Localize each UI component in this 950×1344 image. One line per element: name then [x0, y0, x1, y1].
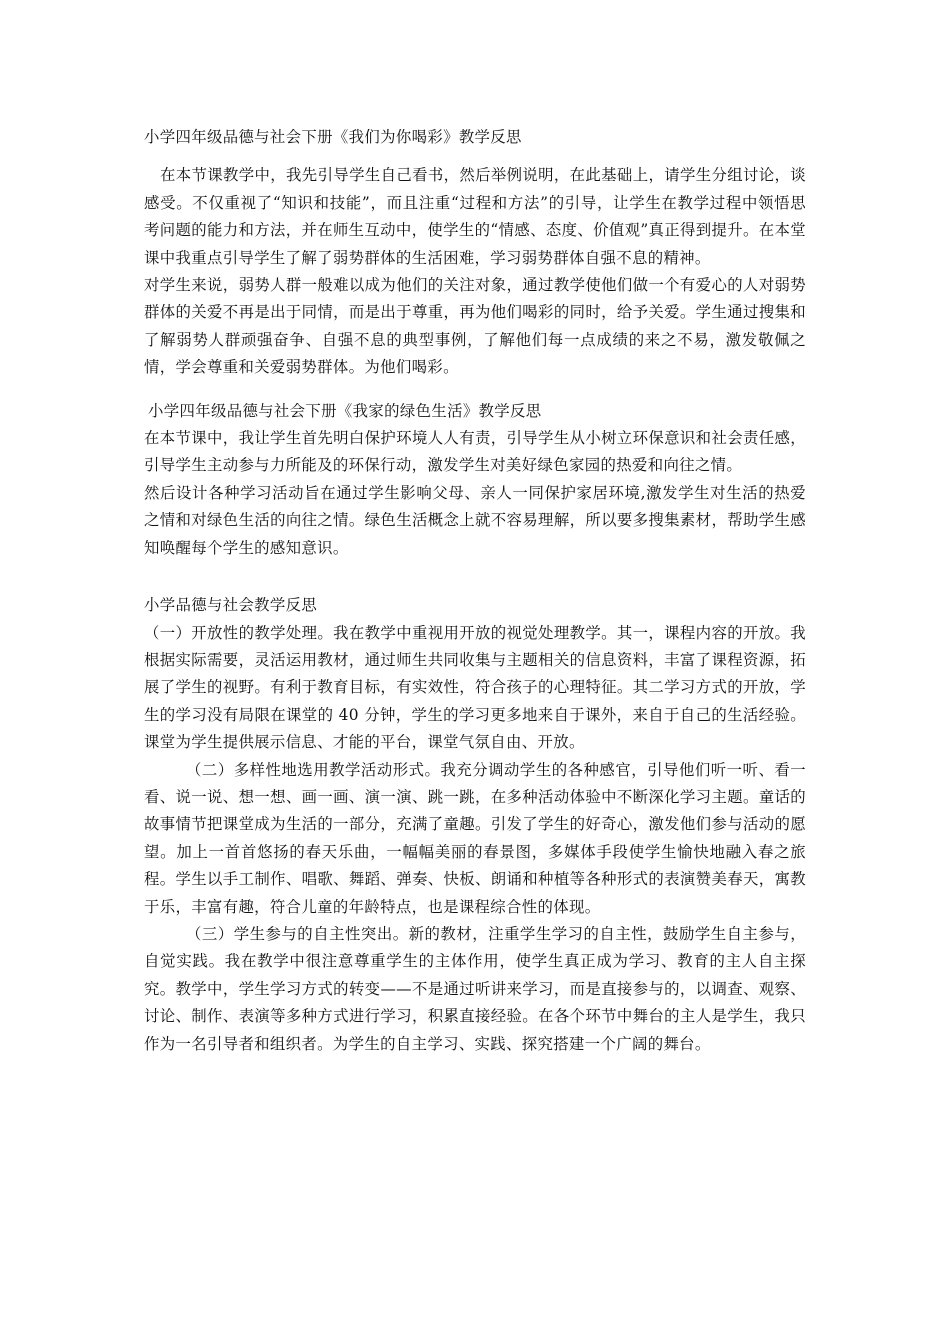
- section-moral-society: [144, 592, 806, 1058]
- section-title: 小学四年级品德与社会下册《我家的绿色生活》教学反思: [148, 401, 542, 420]
- section-green-life: [144, 398, 806, 562]
- paragraph: 对学生来说，弱势人群一般难以成为他们的关注对象，通过教学使他们做一个有爱心的人对弱势群体的关爱不再是出于同情，而是出于尊重，再为他们喝彩的同时，给予关爱。学生通过搜集和了解弱势人群顽强奋争、自强不息的典型事例，了解他们每一点成绩的来之不易，激发敬佩之情，学会尊重和关爱弱势群体。为他们喝彩。: [144, 276, 806, 377]
- section-title: 小学四年级品德与社会下册《我们为你喝彩》教学反思: [144, 128, 522, 146]
- document-body: [144, 124, 806, 1058]
- paragraph: 在本节课中，我让学生首先明白保护环境人人有责，引导学生从小树立环保意识和社会责任感，引导学生主动参与力所能及的环保行动，激发学生对美好绿色家园的热爱和向往之情。: [144, 429, 806, 475]
- paragraph: 然后设计各种学习活动旨在通过学生影响父母、亲人一同保护家居环境,激发学生对生活的热爱之情和对绿色生活的向往之情。绿色生活概念上就不容易理解，所以要多搜集素材，帮助学生感知唤醒每个学生的感知意识。: [144, 483, 806, 557]
- section-cheer-for-you: [144, 124, 806, 382]
- spacer: [144, 382, 806, 398]
- paragraph: （二）多样性地选用教学活动形式。我充分调动学生的各种感官，引导他们听一听、看一看、说一说、想一想、画一画、演一演、跳一跳，在多种活动体验中不断深化学习主题。童话的故事情节把课堂成为生活的一部分，充满了童趣。引发了学生的好奇心，激发他们参与活动的愿望。加上一首首悠扬的春天乐曲，一幅幅美丽的春景图，多媒体手段使学生愉快地融入春之旅程。学生以手工制作、唱歌、舞蹈、弹奏、快板、朗诵和种植等各种形式的表演赞美春天，寓教于乐，丰富有趣，符合儿童的年龄特点，也是课程综合性的体现。: [144, 760, 806, 916]
- spacer: [144, 562, 806, 592]
- paragraph: （一）开放性的教学处理。我在教学中重视用开放的视觉处理教学。其一，课程内容的开放。我根据实际需要，灵活运用教材，通过师生共同收集与主题相关的信息资料，丰富了课程资源，拓展了学生的视野。有利于教育目标，有实效性，符合孩子的心理特征。其二学习方式的开放，学生的学习没有局限在课堂的 40 分钟，学生的学习更多地来自于课外，来自于自己的生活经验。课堂为学生提供展示信息、才能的平台，课堂气氛自由、开放。: [144, 623, 806, 752]
- spacer: [144, 151, 806, 162]
- paragraph: 在本节课教学中，我先引导学生自己看书，然后举例说明，在此基础上，请学生分组讨论，谈感受。不仅重视了“知识和技能”，而且注重“过程和方法”的引导，让学生在教学过程中领悟思考问题的能力和方法，并在师生互动中，使学生的“情感、态度、价值观”真正得到提升。在本堂课中我重点引导学生了解了弱势群体的生活困难，学习弱势群体自强不息的精神。: [144, 166, 806, 267]
- paragraph: （三）学生参与的自主性突出。新的教材，注重学生学习的自主性，鼓励学生自主参与，自觉实践。我在教学中很注意尊重学生的主体作用，使学生真正成为学习、教育的主人自主探究。教学中，学生学习方式的转变——不是通过听讲来学习，而是直接参与的，以调查、观察、讨论、制作、表演等多种方式进行学习，积累直接经验。在各个环节中舞台的主人是学生，我只作为一名引导者和组织者。为学生的自主学习、实践、探究搭建一个广阔的舞台。: [144, 924, 806, 1053]
- section-title: 小学品德与社会教学反思: [144, 596, 318, 615]
